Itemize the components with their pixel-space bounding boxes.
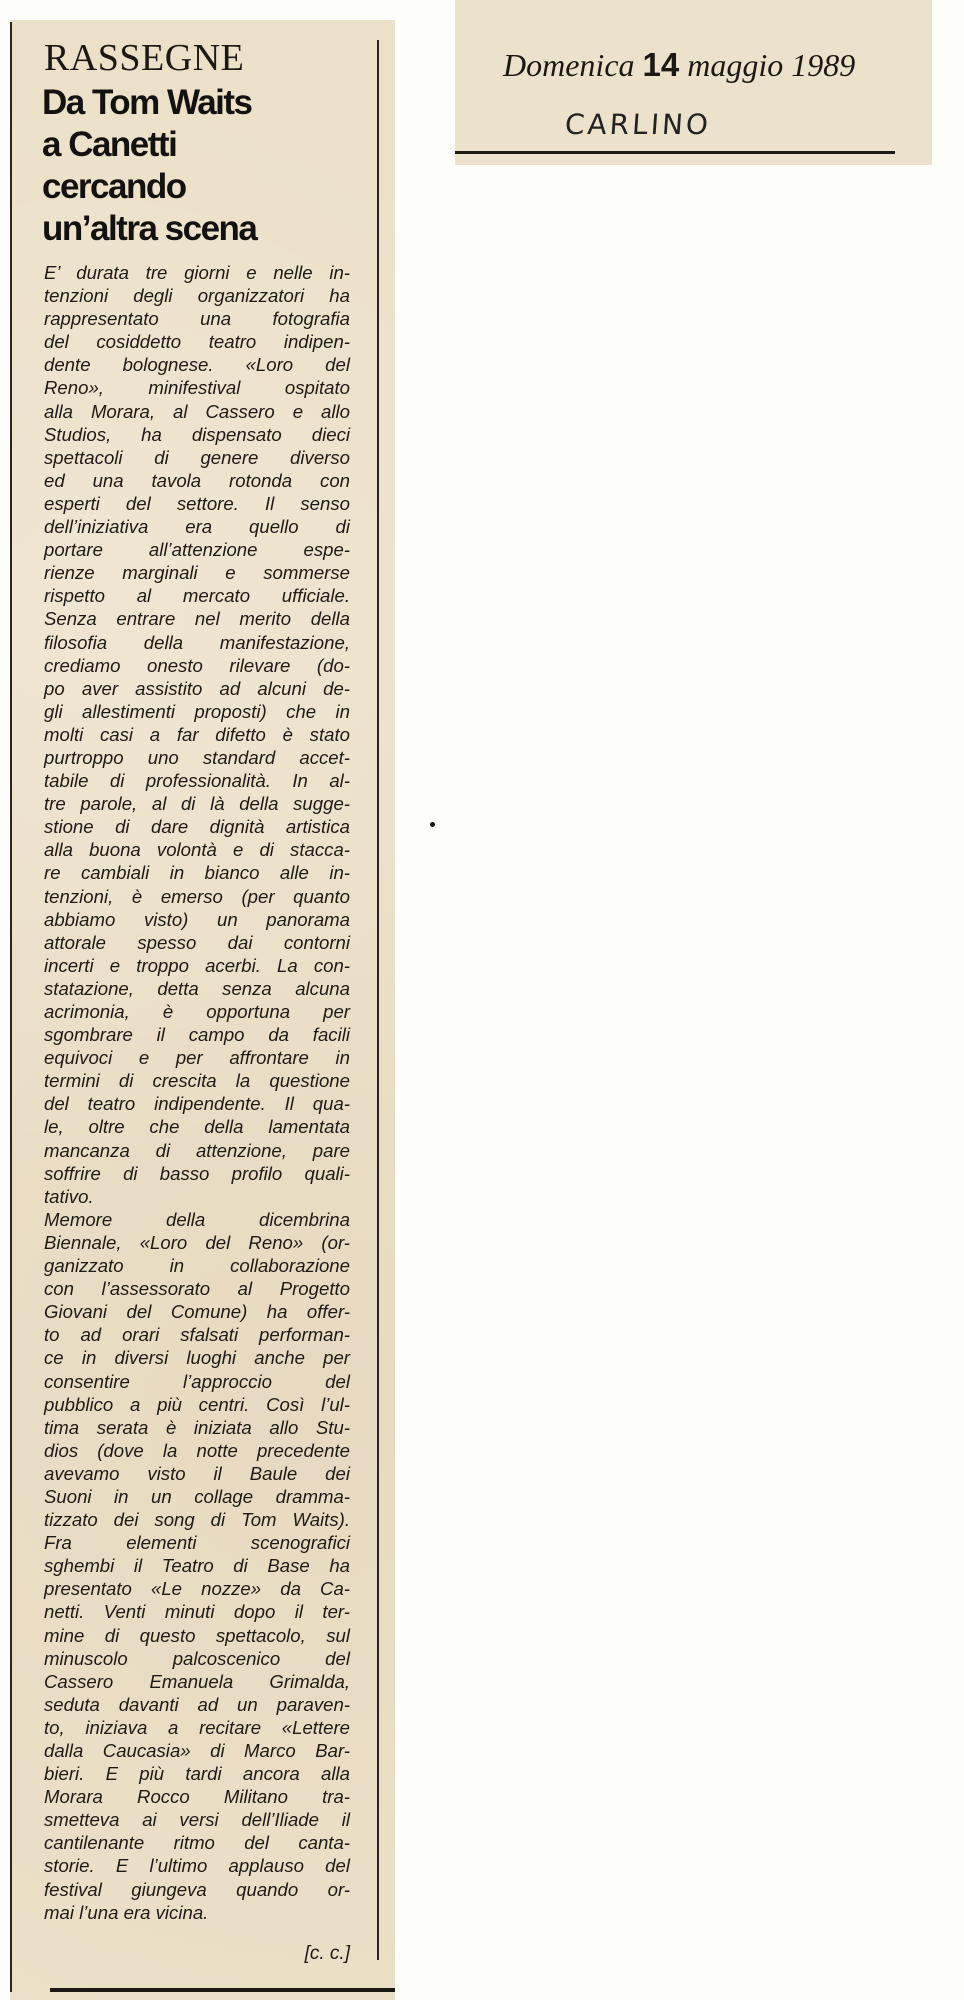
body-line: seduta davanti ad un paraven- <box>44 1693 350 1715</box>
dateline-weekday: Domenica <box>503 47 635 83</box>
headline-line: cercando <box>42 167 186 206</box>
body-line: dalla Caucasia» di Marco Bar- <box>44 1740 350 1761</box>
body-line: Reno», minifestival ospitato <box>44 377 350 399</box>
body-line: mai l’una era vicina. <box>44 1901 209 1923</box>
body-line: alla buona volontà e di stacca- <box>44 839 350 861</box>
body-line: equivoci e per affrontare in <box>44 1047 350 1069</box>
dateline <box>503 46 855 84</box>
headline-line: un’altra scena <box>42 209 257 248</box>
body-line: gli allestimenti proposti) che in <box>44 700 350 722</box>
body-line: ed una tavola rotonda con <box>44 469 350 491</box>
body-line: Biennale, «Loro del Reno» (or- <box>44 1231 350 1253</box>
body-line: pubblico a più centri. Così l’ul- <box>44 1393 350 1415</box>
body-line: Morara Rocco Militano tra- <box>44 1786 350 1808</box>
body-line: cantilenante ritmo del canta- <box>44 1832 350 1854</box>
article-body <box>44 261 350 1924</box>
body-line: stione di dare dignità artistica <box>44 816 350 838</box>
body-line: rappresentato una fotografia <box>44 308 350 330</box>
body-line: bieri. E più tardi ancora alla <box>44 1763 350 1785</box>
body-line: sghembi il Teatro di Base ha <box>44 1555 350 1577</box>
body-line: netti. Venti minuti dopo il ter- <box>44 1601 350 1623</box>
body-line: le, oltre che della lamentata <box>44 1116 350 1138</box>
body-line: acrimonia, è opportuna per <box>44 1001 350 1022</box>
author-initials: [c. c.] <box>304 1943 350 1964</box>
body-line: tre parole, al di là della sugge- <box>44 793 350 815</box>
body-line: Senza entrare nel merito della <box>44 608 350 630</box>
body-line: tenzioni, è emerso (per quanto <box>44 885 350 907</box>
body-line: tizzato dei song di Tom Waits). <box>44 1509 350 1531</box>
dateline-month-year: maggio 1989 <box>687 47 856 83</box>
body-line: incerti e troppo acerbi. La con- <box>44 954 350 976</box>
body-line: dente bolognese. «Loro del <box>44 354 350 376</box>
body-line: mine di questo spettacolo, sul <box>44 1624 350 1646</box>
body-line: termini di crescita la questione <box>44 1070 350 1092</box>
body-line: ganizzato in collaborazione <box>44 1255 350 1277</box>
ink-speck <box>430 822 435 827</box>
body-line: po aver assistito ad alcuni de- <box>44 677 350 699</box>
bottom-rule <box>50 1988 395 1992</box>
handwritten-source-note: CARLINO <box>563 108 713 141</box>
body-line: festival giungeva quando or- <box>44 1878 350 1900</box>
body-line: Memore della dicembrina <box>44 1208 350 1230</box>
body-line: mancanza di attenzione, pare <box>44 1139 350 1161</box>
dateline-day: 14 <box>642 46 680 83</box>
body-line: dios (dove la notte precedente <box>44 1439 350 1461</box>
body-line: rispetto al mercato ufficiale. <box>44 585 350 607</box>
body-line: abbiamo visto) un panorama <box>44 908 350 930</box>
body-line: sgombrare il campo da facili <box>44 1024 350 1046</box>
headline <box>42 82 382 250</box>
body-line: re cambiali in bianco alle in- <box>44 862 350 884</box>
headline-line: a Canetti <box>42 125 177 164</box>
section-kicker: RASSEGNE <box>44 37 245 79</box>
body-line: spettacoli di genere diverso <box>44 446 350 468</box>
body-line: tativo. <box>44 1185 94 1207</box>
body-line: attorale spesso dai contorni <box>44 931 350 953</box>
body-line: filosofia della manifestazione, <box>44 631 350 653</box>
body-line: Giovani del Comune) ha offer- <box>44 1301 350 1323</box>
body-line: smetteva ai versi dell’Iliade il <box>44 1809 350 1831</box>
left-column-rule <box>10 22 12 1992</box>
body-line: tima serata è iniziata allo Stu- <box>44 1416 350 1438</box>
body-line: molti casi a far difetto è stato <box>44 723 350 745</box>
body-line: to, iniziava a recitare «Lettere <box>44 1716 350 1738</box>
body-line: Fra elementi scenografici <box>44 1532 350 1554</box>
body-line: Cassero Emanuela Grimalda, <box>44 1670 350 1692</box>
right-column-rule <box>377 40 379 1960</box>
body-line: Studios, ha dispensato dieci <box>44 423 350 445</box>
body-line: purtroppo uno standard accet- <box>44 746 350 768</box>
body-line: portare all’attenzione espe- <box>44 539 350 561</box>
body-line: del teatro indipendente. Il qua- <box>44 1093 350 1115</box>
body-line: statazione, detta senza alcuna <box>44 977 350 999</box>
body-line: consentire l’approccio del <box>44 1370 350 1392</box>
body-line: soffrire di basso profilo quali- <box>44 1162 350 1184</box>
body-line: presentato «Le nozze» da Ca- <box>44 1578 350 1600</box>
body-line: rienze marginali e sommerse <box>44 562 350 584</box>
body-line: minuscolo palcoscenico del <box>44 1647 350 1669</box>
body-line: esperti del settore. Il senso <box>44 492 350 514</box>
body-line: tabile di professionalità. In al- <box>44 770 350 792</box>
body-line: ce in diversi luoghi anche per <box>44 1347 350 1369</box>
body-line: alla Morara, al Cassero e allo <box>44 400 350 422</box>
date-rule <box>455 151 895 154</box>
body-line: tenzioni degli organizzatori ha <box>44 285 350 307</box>
body-line: del cosiddetto teatro indipen- <box>44 331 350 353</box>
body-line: Suoni in un collage dramma- <box>44 1485 350 1507</box>
body-line: avevamo visto il Baule dei <box>44 1462 350 1484</box>
body-line: storie. E l’ultimo applauso del <box>44 1855 350 1877</box>
body-line: E’ durata tre giorni e nelle in- <box>44 262 350 283</box>
body-line: dell’iniziativa era quello di <box>44 516 350 538</box>
body-line: con l’assessorato al Progetto <box>44 1278 350 1300</box>
body-line: to ad orari sfalsati performan- <box>44 1324 350 1346</box>
headline-line: Da Tom Waits <box>42 83 252 122</box>
body-line: crediamo onesto rilevare (do- <box>44 654 350 676</box>
